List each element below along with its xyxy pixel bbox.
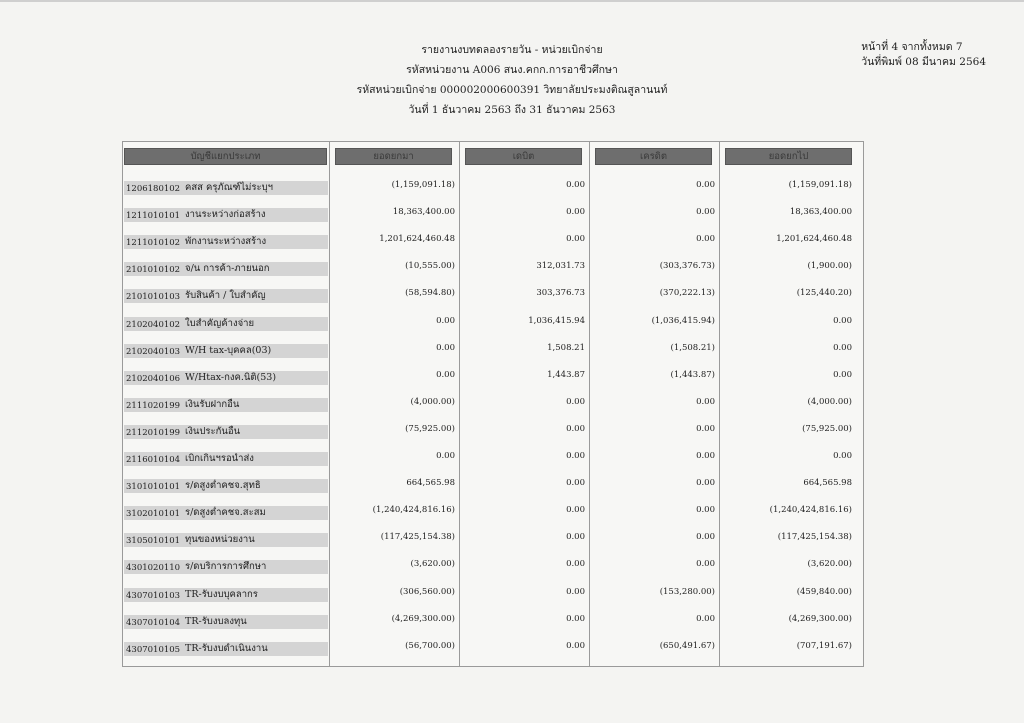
closing-balance: (707,191.67): [796, 640, 852, 651]
closing-balance: 18,363,400.00: [789, 207, 852, 218]
closing-balance: (1,240,424,816.16): [769, 505, 852, 516]
account-name: งานระหว่างก่อสร้าง: [185, 209, 266, 221]
account-code: 1206180102: [126, 184, 181, 194]
table-row: [123, 476, 863, 503]
table-row: [123, 585, 863, 612]
credit-amount: 0.00: [696, 423, 715, 434]
opening-balance: 0.00: [436, 342, 455, 353]
table-row: [123, 449, 863, 476]
account-code: 2101010103: [126, 292, 181, 303]
opening-balance: (1,159,091.18): [391, 180, 455, 190]
account-code: 1211010102: [126, 238, 181, 249]
opening-balance: 0.00: [436, 451, 455, 461]
account-name: เงินรับฝากอื่น: [185, 398, 240, 410]
opening-balance: (3,620.00): [410, 559, 455, 570]
account-cell: [124, 398, 328, 412]
report-title: รายงานงบทดลองรายวัน - หน่วยเบิกจ่าย: [421, 44, 603, 56]
account-code: 4307010103: [126, 590, 181, 601]
closing-balance: (1,900.00): [807, 261, 852, 272]
table-row: [123, 341, 863, 368]
account-cell: [124, 642, 328, 656]
credit-amount: 0.00: [696, 396, 715, 407]
account-code: 2101010102: [126, 265, 181, 276]
opening-balance: (75,925.00): [405, 423, 455, 434]
account-code: 2102040106: [126, 373, 181, 384]
debit-amount: 0.00: [566, 180, 585, 190]
account-name: เงินประกันอื่น: [185, 425, 241, 437]
table-row: [123, 314, 863, 341]
closing-balance: (4,000.00): [807, 396, 852, 407]
account-code: 2111020199: [126, 400, 181, 411]
account-code: 3105010101: [126, 536, 181, 547]
account-cell: [124, 479, 328, 493]
account-name: ร/ดสูงต่ำคชจ.สะสม: [185, 507, 266, 519]
account-code: 1211010101: [126, 211, 181, 222]
debit-amount: 0.00: [566, 478, 585, 489]
closing-balance: 0.00: [833, 451, 852, 461]
credit-amount: 0.00: [696, 613, 715, 624]
account-cell: [124, 452, 328, 466]
debit-amount: 0.00: [566, 559, 585, 570]
header-account: บัญชีแยกประเภท: [124, 148, 327, 165]
header-closing-balance: ยอดยกไป: [725, 148, 852, 165]
account-name: พักงานระหว่างสร้าง: [185, 236, 267, 248]
credit-amount: (1,508.21): [670, 342, 715, 353]
table-row: [123, 557, 863, 584]
credit-amount: 0.00: [696, 559, 715, 570]
account-name: TR-รับงบบุคลากร: [185, 588, 258, 600]
opening-balance: (10,555.00): [405, 261, 455, 272]
account-cell: [124, 317, 328, 331]
table-row: [123, 639, 863, 666]
credit-amount: (650,491.67): [659, 640, 715, 651]
header-debit: เดบิต: [465, 148, 582, 165]
debit-amount: 0.00: [566, 505, 585, 516]
account-name: จ/น การค้า-ภายนอก: [185, 263, 270, 275]
account-code: 2102040103: [126, 346, 181, 357]
trial-balance-table: [122, 141, 864, 667]
account-cell: [124, 588, 328, 602]
account-name: ร/ดสูงต่ำคชจ.สุทธิ: [185, 480, 261, 492]
debit-amount: 0.00: [566, 532, 585, 543]
closing-balance: (4,269,300.00): [788, 613, 852, 624]
table-row: [123, 503, 863, 530]
account-cell: [124, 371, 328, 385]
closing-balance: (125,440.20): [796, 288, 852, 299]
header-opening-balance: ยอดยกมา: [335, 148, 452, 165]
closing-balance: (3,620.00): [807, 559, 852, 570]
account-code: 3101010101: [126, 482, 181, 493]
account-name: เบิกเกินฯรอนำส่ง: [185, 453, 254, 464]
table-row: [123, 178, 863, 205]
account-code: 4307010105: [126, 644, 181, 655]
account-name: รับสินค้า / ใบสำคัญ: [185, 290, 266, 302]
debit-amount: 0.00: [566, 586, 585, 597]
opening-balance: 0.00: [436, 369, 455, 380]
debit-amount: 0.00: [566, 640, 585, 651]
account-name: TR-รับงบดำเนินงาน: [185, 642, 268, 654]
department-line: รหัสหน่วยงาน A006 สนง.คกก.การอาชีวศึกษา: [406, 64, 618, 76]
credit-amount: 0.00: [696, 532, 715, 543]
header-credit: เครดิต: [595, 148, 712, 165]
opening-balance: (1,240,424,816.16): [372, 505, 455, 516]
debit-amount: 0.00: [566, 613, 585, 624]
closing-balance: 0.00: [833, 315, 852, 326]
account-code: 3102010101: [126, 509, 181, 520]
credit-amount: 0.00: [696, 505, 715, 516]
account-code: 2102040102: [126, 319, 181, 330]
account-cell: [124, 533, 328, 547]
credit-amount: (153,280.00): [659, 586, 715, 597]
account-code: 4307010104: [126, 617, 181, 628]
account-cell: [124, 506, 328, 520]
page-number: หน้าที่ 4 จากทั้งหมด 7: [861, 41, 963, 53]
account-cell: [124, 560, 328, 574]
table-row: [123, 368, 863, 395]
account-cell: [124, 615, 328, 629]
debit-amount: 1,036,415.94: [528, 315, 585, 326]
account-name: ร/ดบริการการศึกษา: [185, 561, 267, 573]
account-code: 4301020110: [126, 563, 181, 574]
opening-balance: (4,000.00): [410, 396, 455, 407]
table-row: [123, 205, 863, 232]
opening-balance: (58,594.80): [405, 288, 455, 299]
account-name: ทุนของหน่วยงาน: [185, 534, 255, 546]
print-date: วันที่พิมพ์ 08 มีนาคม 2564: [861, 56, 986, 68]
credit-amount: 0.00: [696, 451, 715, 461]
debit-amount: 312,031.73: [536, 261, 585, 272]
account-name: W/H tax-บุคคล(03): [185, 344, 272, 356]
page-info: [861, 40, 986, 70]
table-row: [123, 395, 863, 422]
credit-amount: (303,376.73): [659, 261, 715, 272]
account-cell: [124, 181, 328, 195]
credit-amount: (1,036,415.94): [651, 315, 715, 326]
debit-amount: 0.00: [566, 396, 585, 407]
credit-amount: (370,222.13): [659, 288, 715, 299]
disbursement-unit-line: รหัสหน่วยเบิกจ่าย 000002000600391 วิทยาลัยประมงติณสูลานนท์: [356, 84, 668, 96]
table-row: [123, 422, 863, 449]
credit-amount: (1,443.87): [670, 369, 715, 380]
opening-balance: 0.00: [436, 315, 455, 326]
debit-amount: 1,443.87: [547, 369, 585, 380]
account-cell: [124, 344, 328, 358]
closing-balance: (459,840.00): [796, 586, 852, 597]
closing-balance: (75,925.00): [802, 423, 852, 434]
closing-balance: 0.00: [833, 369, 852, 380]
top-border: [0, 0, 1024, 2]
credit-amount: 0.00: [696, 234, 715, 245]
closing-balance: 1,201,624,460.48: [776, 234, 852, 245]
opening-balance: 18,363,400.00: [392, 207, 455, 218]
opening-balance: (4,269,300.00): [391, 613, 455, 624]
closing-balance: 664,565.98: [803, 478, 852, 489]
debit-amount: 0.00: [566, 207, 585, 218]
debit-amount: 1,508.21: [547, 342, 585, 353]
debit-amount: 0.00: [566, 234, 585, 245]
debit-amount: 303,376.73: [536, 288, 585, 299]
account-cell: [124, 262, 328, 276]
table-row: [123, 259, 863, 286]
credit-amount: 0.00: [696, 207, 715, 218]
account-cell: [124, 208, 328, 222]
account-cell: [124, 235, 328, 249]
account-code: 2112010199: [126, 427, 181, 438]
credit-amount: 0.00: [696, 478, 715, 489]
debit-amount: 0.00: [566, 423, 585, 434]
table-row: [123, 232, 863, 259]
debit-amount: 0.00: [566, 451, 585, 461]
closing-balance: 0.00: [833, 342, 852, 353]
closing-balance: (1,159,091.18): [788, 180, 852, 190]
account-name: W/Htax-กงค.นิติ(53): [185, 371, 277, 383]
account-cell: [124, 289, 328, 303]
account-cell: [124, 425, 328, 439]
credit-amount: 0.00: [696, 180, 715, 190]
period-line: วันที่ 1 ธันวาคม 2563 ถึง 31 ธันวาคม 2563: [408, 104, 616, 116]
table-row: [123, 612, 863, 639]
opening-balance: (117,425,154.38): [380, 532, 455, 543]
account-name: TR-รับงบลงทุน: [185, 615, 247, 627]
opening-balance: 1,201,624,460.48: [379, 234, 455, 245]
account-code: 2116010104: [126, 455, 181, 465]
opening-balance: (306,560.00): [399, 586, 455, 597]
account-name: คสส ครุภัณฑ์ไม่ระบุฯ: [185, 182, 274, 193]
opening-balance: 664,565.98: [406, 478, 455, 489]
account-name: ใบสำคัญค้างจ่าย: [185, 317, 255, 329]
table-row: [123, 530, 863, 557]
table-row: [123, 286, 863, 313]
opening-balance: (56,700.00): [405, 640, 455, 651]
closing-balance: (117,425,154.38): [777, 532, 852, 543]
